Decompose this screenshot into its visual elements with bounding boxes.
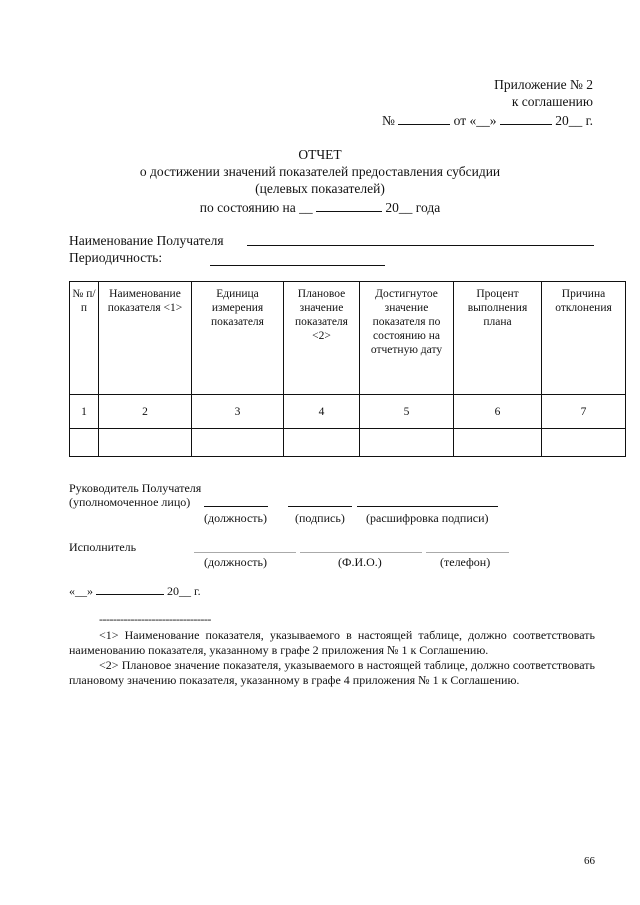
appendix-agreement: к соглашению [511,94,593,109]
footnote-separator: -------------------------------- [99,612,211,626]
data-cell[interactable] [70,429,99,457]
column-number: 3 [192,395,284,429]
data-cell[interactable] [360,429,454,457]
footnotes [69,628,595,688]
head-position-field[interactable] [204,495,268,507]
data-cell[interactable] [454,429,542,457]
column-number: 2 [99,395,192,429]
table-header-row [70,282,626,395]
header-cell: Достигнутое значение показателя по состоянию на отчетную дату [360,282,454,395]
date-prefix: «__» [69,584,93,598]
head-label-line1: Руководитель Получателя [69,481,202,495]
appendix-title: Приложение № 2 [494,77,593,92]
agreement-year: 20__ г. [555,113,593,128]
head-caption-signature: (подпись) [295,511,345,525]
executor-label: Исполнитель [69,540,137,554]
data-cell[interactable] [284,429,360,457]
column-number: 6 [454,395,542,429]
executor-position-field[interactable] [194,541,296,553]
report-title: ОТЧЕТ [298,147,342,162]
report-date-year: 20__ года [385,200,441,215]
table-data-row[interactable] [70,429,626,457]
column-number: 7 [542,395,626,429]
head-decode-field[interactable] [357,495,498,507]
footnote-2: <2> Плановое значение показателя, указываемого в настоящей таблице, должно соответствовать плановому значению показателя, указанному в графе 4 приложения № 1 к Соглашению. [69,658,595,687]
head-caption-position: (должность) [204,511,267,525]
number-sign: № [381,113,395,128]
column-number: 5 [360,395,454,429]
header-cell: Плановое значение показателя <2> [284,282,360,395]
column-number: 1 [70,395,99,429]
report-subtitle-2: (целевых показателей) [255,181,385,196]
data-cell[interactable] [99,429,192,457]
executor-name-field[interactable] [300,541,422,553]
header-cell: Процент выполнения плана [454,282,542,395]
report-date-prefix: по состоянию на __ [199,200,313,215]
recipient-label: Наименование Получателя [69,233,224,248]
signature-date [69,584,201,599]
table-number-row [70,395,626,429]
report-subtitle-1: о достижении значений показателей предоставления субсидии [139,164,501,179]
column-number: 4 [284,395,360,429]
header-cell: Наименование показателя <1> [99,282,192,395]
data-cell[interactable] [542,429,626,457]
date-year: 20__ г. [167,584,201,598]
exec-caption-name: (Ф.И.О.) [338,555,382,569]
periodicity-label: Периодичность: [69,250,163,265]
agreement-number-blank [398,112,450,125]
indicators-table [69,281,626,457]
header-cell: Единица измерения показателя [192,282,284,395]
periodicity-field[interactable] [210,252,385,266]
exec-caption-phone: (телефон) [440,555,491,569]
agreement-month-blank [500,112,552,125]
from-label: от «__» [453,113,497,128]
appendix-agreement-number [382,112,593,129]
head-caption-decode: (расшифровка подписи) [366,511,489,525]
head-signature-field[interactable] [288,495,352,507]
page-number: 66 [584,855,595,867]
footnote-1: <1> Наименование показателя, указываемого в настоящей таблице, должно соответствовать наименованию показателя, указанному в графе 2 приложения № 1 к Соглашению. [69,628,595,657]
recipient-name-field[interactable] [247,232,594,246]
report-date-line [0,199,640,216]
data-cell[interactable] [192,429,284,457]
head-label-line2: (уполномоченное лицо) [69,495,191,509]
executor-phone-field[interactable] [426,541,509,553]
date-month-blank[interactable] [96,584,164,595]
report-month-blank [316,199,382,212]
exec-caption-position: (должность) [204,555,267,569]
header-cell: № п/п [70,282,99,395]
header-cell: Причина отклонения [542,282,626,395]
